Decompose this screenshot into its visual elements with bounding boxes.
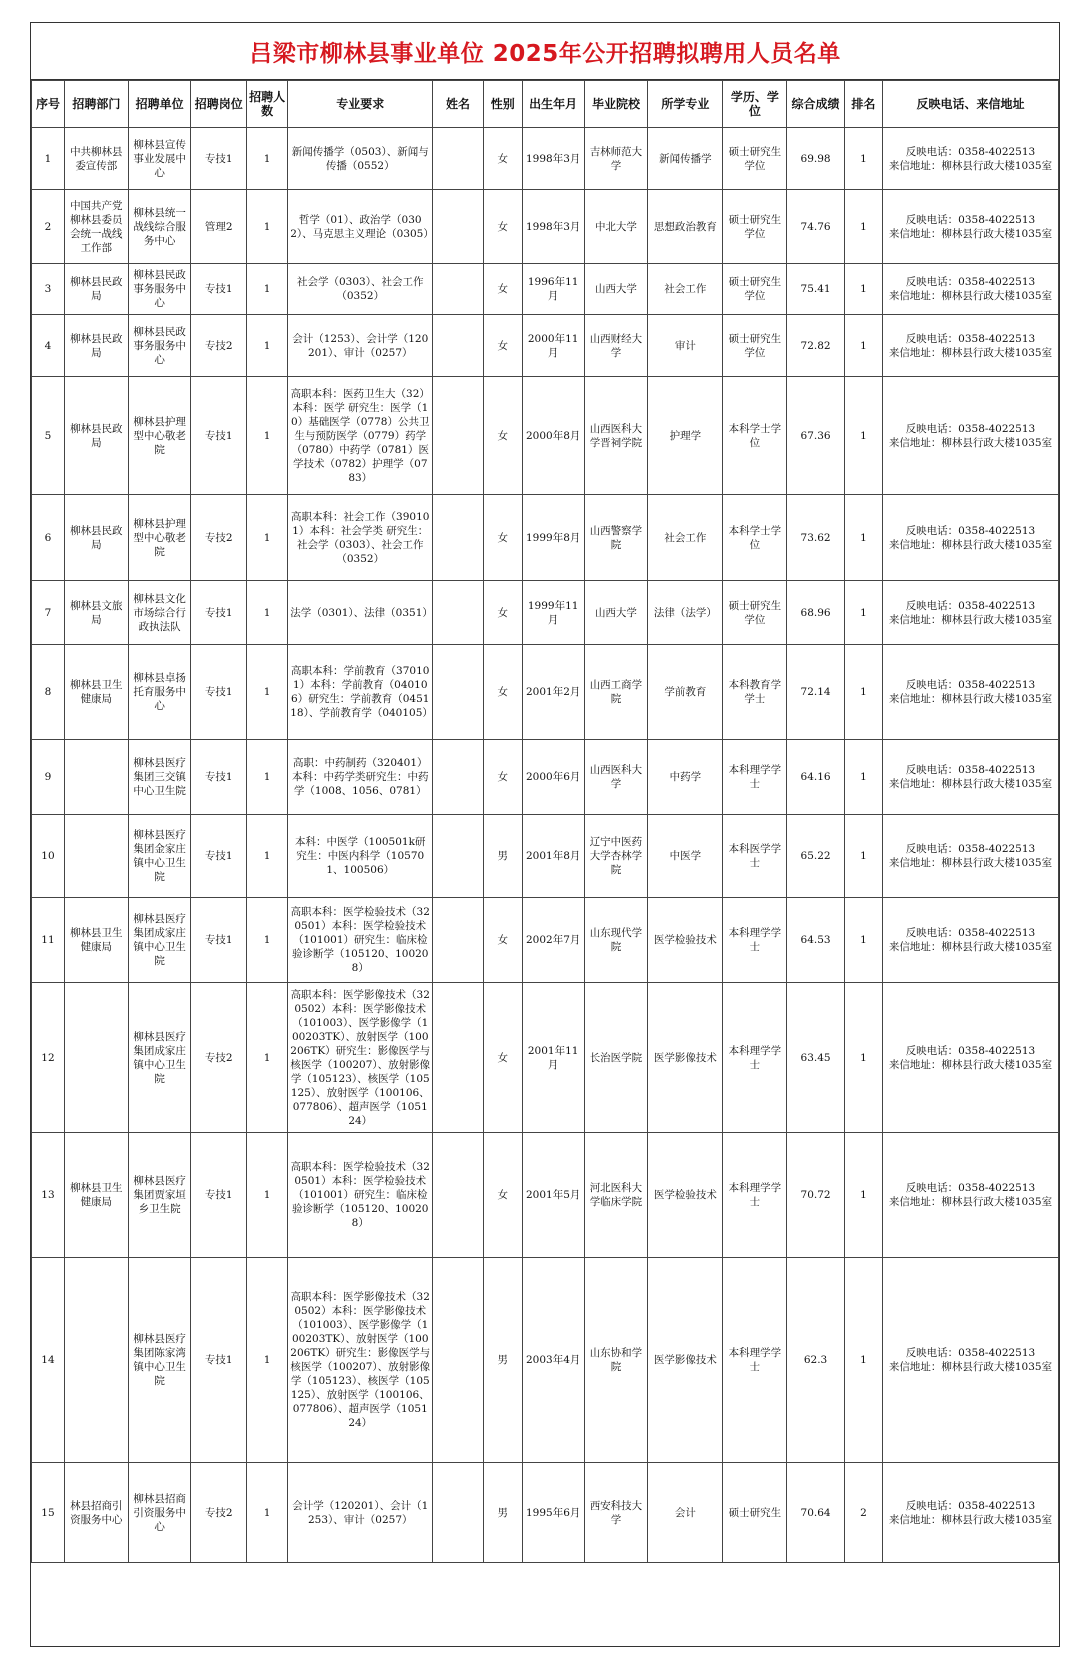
score-cell: 68.96 — [787, 581, 845, 645]
contact-address: 来信地址：柳林县行政大楼1035室 — [888, 538, 1053, 551]
table-row — [32, 128, 1059, 190]
score-cell: 74.76 — [787, 190, 845, 264]
rank-cell: 2 — [844, 1463, 882, 1563]
degree-cell: 本科理学学士 — [723, 898, 787, 983]
unit-cell: 柳林县医疗集团三交镇中心卫生院 — [128, 740, 191, 815]
degree-cell: 本科理学学士 — [723, 1133, 787, 1258]
major-cell: 护理学 — [648, 377, 723, 495]
school-cell: 中北大学 — [584, 190, 648, 264]
name-cell — [433, 898, 483, 983]
gender-cell: 男 — [483, 815, 522, 898]
row-number: 11 — [32, 898, 65, 983]
school-cell: 山西财经大学 — [584, 315, 648, 377]
row-number: 5 — [32, 377, 65, 495]
major-cell: 医学检验技术 — [648, 898, 723, 983]
contact-phone: 反映电话：0358-4022513 — [905, 332, 1036, 345]
col-header-rank: 排名 — [844, 81, 882, 128]
count-cell: 1 — [247, 1258, 288, 1463]
name-cell — [433, 1133, 483, 1258]
dept-cell: 柳林县民政局 — [64, 264, 128, 315]
contact-address: 来信地址：柳林县行政大楼1035室 — [888, 1196, 1053, 1208]
contact-cell — [882, 898, 1058, 983]
gender-cell: 女 — [483, 983, 522, 1133]
row-number: 4 — [32, 315, 65, 377]
table-row — [32, 898, 1059, 983]
requirement-cell: 高职本科：医学检验技术（320501）本科：医学检验技术（101001）研究生：临床检验诊断学（105120、100208） — [288, 898, 433, 983]
score-cell: 72.14 — [787, 645, 845, 740]
major-cell: 新闻传播学 — [648, 128, 723, 190]
header-row — [32, 81, 1059, 128]
post-cell: 专技1 — [191, 264, 247, 315]
count-cell: 1 — [247, 983, 288, 1133]
birth-cell: 1996年11月 — [522, 264, 584, 315]
post-cell: 管理2 — [191, 190, 247, 264]
col-header-school: 毕业院校 — [584, 81, 648, 128]
degree-cell: 本科理学学士 — [723, 740, 787, 815]
requirement-cell: 本科：中医学（100501k研究生：中医内科学（105701、100506） — [288, 815, 433, 898]
score-cell: 64.16 — [787, 740, 845, 815]
gender-cell: 女 — [483, 495, 522, 581]
contact-address: 来信地址：柳林县行政大楼1035室 — [888, 159, 1053, 172]
degree-cell: 本科学士学位 — [723, 495, 787, 581]
contact-cell — [882, 190, 1058, 264]
major-cell: 会计 — [648, 1463, 723, 1563]
score-cell: 65.22 — [787, 815, 845, 898]
degree-cell: 本科医学学士 — [723, 815, 787, 898]
contact-address: 来信地址：柳林县行政大楼1035室 — [888, 778, 1053, 790]
count-cell: 1 — [247, 495, 288, 581]
dept-cell: 柳林县卫生健康局 — [64, 898, 128, 983]
gender-cell: 女 — [483, 898, 522, 983]
post-cell: 专技1 — [191, 128, 247, 190]
gender-cell: 男 — [483, 1258, 522, 1463]
col-header-requirement: 专业要求 — [288, 81, 433, 128]
table-row — [32, 315, 1059, 377]
contact-phone: 反映电话：0358-4022513 — [905, 1347, 1036, 1359]
col-header-name: 姓名 — [433, 81, 483, 128]
post-cell: 专技1 — [191, 645, 247, 740]
dept-cell — [64, 983, 128, 1133]
contact-cell — [882, 264, 1058, 315]
requirement-cell: 高职本科：学前教育（370101）本科：学前教育（040106）研究生：学前教育（045118）、学前教育学（040105） — [288, 645, 433, 740]
gender-cell: 女 — [483, 377, 522, 495]
unit-cell: 柳林县医疗集团金家庄镇中心卫生院 — [128, 815, 191, 898]
count-cell: 1 — [247, 645, 288, 740]
unit-cell: 柳林县统一战线综合服务中心 — [128, 190, 191, 264]
count-cell: 1 — [247, 128, 288, 190]
row-number: 12 — [32, 983, 65, 1133]
contact-phone: 反映电话：0358-4022513 — [905, 843, 1036, 855]
name-cell — [433, 740, 483, 815]
score-cell: 64.53 — [787, 898, 845, 983]
name-cell — [433, 1258, 483, 1463]
major-cell: 社会工作 — [648, 495, 723, 581]
rank-cell: 1 — [844, 1258, 882, 1463]
dept-cell — [64, 1258, 128, 1463]
gender-cell: 女 — [483, 1133, 522, 1258]
row-number: 3 — [32, 264, 65, 315]
contact-address: 来信地址：柳林县行政大楼1035室 — [888, 693, 1053, 705]
requirement-cell: 高职本科：医药卫生大（32）本科：医学 研究生：医学（10）基础医学（0778）公共卫生与预防医学（0779）药学（0780）中药学（0781）医学技术（0782）护理学（0783） — [288, 377, 433, 495]
unit-cell: 柳林县民政事务服务中心 — [128, 315, 191, 377]
col-header-contact: 反映电话、来信地址 — [882, 81, 1058, 128]
name-cell — [433, 581, 483, 645]
count-cell: 1 — [247, 1133, 288, 1258]
major-cell: 学前教育 — [648, 645, 723, 740]
gender-cell: 女 — [483, 128, 522, 190]
birth-cell: 1999年11月 — [522, 581, 584, 645]
table-row — [32, 377, 1059, 495]
birth-cell: 2000年6月 — [522, 740, 584, 815]
degree-cell: 硕士研究生学位 — [723, 128, 787, 190]
unit-cell: 柳林县宣传事业发展中心 — [128, 128, 191, 190]
page-title: 吕梁市柳林县事业单位 2025年公开招聘拟聘用人员名单 — [31, 23, 1059, 80]
col-header-post: 招聘岗位 — [191, 81, 247, 128]
post-cell: 专技2 — [191, 495, 247, 581]
birth-cell: 1998年3月 — [522, 128, 584, 190]
school-cell: 山西大学 — [584, 264, 648, 315]
table-row — [32, 581, 1059, 645]
name-cell — [433, 645, 483, 740]
post-cell: 专技1 — [191, 815, 247, 898]
rank-cell: 1 — [844, 264, 882, 315]
contact-address: 来信地址：柳林县行政大楼1035室 — [888, 857, 1053, 869]
requirement-cell: 高职本科：医学影像技术（320502）本科：医学影像技术（101003）、医学影像学（100203TK）、放射医学（100206TK）研究生：影像医学与核医学（100207）、放射影像学（105123）、核医学（105125）、放射医学（100106、077806）、超声医学（105124） — [288, 1258, 433, 1463]
contact-phone: 反映电话：0358-4022513 — [905, 599, 1036, 612]
requirement-cell: 法学（0301）、法律（0351） — [288, 581, 433, 645]
major-cell: 医学影像技术 — [648, 1258, 723, 1463]
gender-cell: 男 — [483, 1463, 522, 1563]
row-number: 9 — [32, 740, 65, 815]
degree-cell: 本科理学学士 — [723, 1258, 787, 1463]
rank-cell: 1 — [844, 740, 882, 815]
name-cell — [433, 264, 483, 315]
birth-cell: 2002年7月 — [522, 898, 584, 983]
contact-address: 来信地址：柳林县行政大楼1035室 — [888, 227, 1053, 240]
contact-cell — [882, 740, 1058, 815]
post-cell: 专技1 — [191, 377, 247, 495]
gender-cell: 女 — [483, 645, 522, 740]
col-header-gender: 性别 — [483, 81, 522, 128]
rank-cell: 1 — [844, 315, 882, 377]
dept-cell: 柳林县民政局 — [64, 315, 128, 377]
birth-cell: 2003年4月 — [522, 1258, 584, 1463]
unit-cell: 柳林县民政事务服务中心 — [128, 264, 191, 315]
contact-cell — [882, 815, 1058, 898]
major-cell: 中医学 — [648, 815, 723, 898]
major-cell: 思想政治教育 — [648, 190, 723, 264]
post-cell: 专技2 — [191, 315, 247, 377]
rank-cell: 1 — [844, 898, 882, 983]
contact-address: 来信地址：柳林县行政大楼1035室 — [888, 1058, 1053, 1071]
post-cell: 专技1 — [191, 740, 247, 815]
post-cell: 专技1 — [191, 581, 247, 645]
dept-cell: 中国共产党柳林县委员会统一战线工作部 — [64, 190, 128, 264]
major-cell: 审计 — [648, 315, 723, 377]
score-cell: 63.45 — [787, 983, 845, 1133]
unit-cell: 柳林县护理型中心敬老院 — [128, 377, 191, 495]
school-cell: 西安科技大学 — [584, 1463, 648, 1563]
birth-cell: 2001年8月 — [522, 815, 584, 898]
col-header-no: 序号 — [32, 81, 65, 128]
table-row — [32, 190, 1059, 264]
col-header-unit: 招聘单位 — [128, 81, 191, 128]
contact-phone: 反映电话：0358-4022513 — [905, 145, 1036, 158]
gender-cell: 女 — [483, 581, 522, 645]
rank-cell: 1 — [844, 983, 882, 1133]
row-number: 14 — [32, 1258, 65, 1463]
col-header-major: 所学专业 — [648, 81, 723, 128]
school-cell: 河北医科大学临床学院 — [584, 1133, 648, 1258]
name-cell — [433, 495, 483, 581]
degree-cell: 硕士研究生学位 — [723, 264, 787, 315]
birth-cell: 1995年6月 — [522, 1463, 584, 1563]
table-row — [32, 264, 1059, 315]
count-cell: 1 — [247, 898, 288, 983]
row-number: 2 — [32, 190, 65, 264]
contact-address: 来信地址：柳林县行政大楼1035室 — [888, 436, 1053, 449]
contact-phone: 反映电话：0358-4022513 — [905, 1044, 1036, 1057]
contact-address: 来信地址：柳林县行政大楼1035室 — [888, 1513, 1053, 1526]
row-number: 7 — [32, 581, 65, 645]
school-cell: 山西大学 — [584, 581, 648, 645]
contact-cell — [882, 581, 1058, 645]
school-cell: 长治医学院 — [584, 983, 648, 1133]
degree-cell: 本科学士学位 — [723, 377, 787, 495]
unit-cell: 柳林县医疗集团贾家垣乡卫生院 — [128, 1133, 191, 1258]
col-header-dept: 招聘部门 — [64, 81, 128, 128]
dept-cell: 林县招商引资服务中心 — [64, 1463, 128, 1563]
contact-cell — [882, 495, 1058, 581]
rank-cell: 1 — [844, 645, 882, 740]
table-row — [32, 1133, 1059, 1258]
major-cell: 中药学 — [648, 740, 723, 815]
contact-phone: 反映电话：0358-4022513 — [905, 1499, 1036, 1512]
unit-cell: 柳林县医疗集团陈家湾镇中心卫生院 — [128, 1258, 191, 1463]
contact-phone: 反映电话：0358-4022513 — [905, 1182, 1036, 1194]
dept-cell: 柳林县民政局 — [64, 377, 128, 495]
school-cell: 山东现代学院 — [584, 898, 648, 983]
contact-cell — [882, 1463, 1058, 1563]
requirement-cell: 哲学（01）、政治学（0302）、马克思主义理论（0305） — [288, 190, 433, 264]
contact-cell — [882, 1258, 1058, 1463]
unit-cell: 柳林县招商引资服务中心 — [128, 1463, 191, 1563]
contact-phone: 反映电话：0358-4022513 — [905, 679, 1036, 691]
rank-cell: 1 — [844, 190, 882, 264]
requirement-cell: 高职本科：社会工作（390101）本科：社会学类 研究生：社会学（0303）、社会工作（0352） — [288, 495, 433, 581]
post-cell: 专技2 — [191, 1463, 247, 1563]
dept-cell: 柳林县卫生健康局 — [64, 1133, 128, 1258]
post-cell: 专技1 — [191, 1133, 247, 1258]
table-row — [32, 1463, 1059, 1563]
contact-address: 来信地址：柳林县行政大楼1035室 — [888, 1361, 1053, 1373]
contact-cell — [882, 377, 1058, 495]
requirement-cell: 会计（1253）、会计学（120201）、审计（0257） — [288, 315, 433, 377]
rank-cell: 1 — [844, 128, 882, 190]
contact-phone: 反映电话：0358-4022513 — [905, 422, 1036, 435]
table-row — [32, 645, 1059, 740]
school-cell: 山西警察学院 — [584, 495, 648, 581]
dept-cell — [64, 740, 128, 815]
table-body — [32, 128, 1059, 1563]
score-cell: 73.62 — [787, 495, 845, 581]
school-cell: 辽宁中医药大学杏林学院 — [584, 815, 648, 898]
major-cell: 社会工作 — [648, 264, 723, 315]
count-cell: 1 — [247, 1463, 288, 1563]
recruitment-table — [31, 80, 1059, 1563]
table-row — [32, 740, 1059, 815]
rank-cell: 1 — [844, 581, 882, 645]
count-cell: 1 — [247, 815, 288, 898]
degree-cell: 硕士研究生 — [723, 1463, 787, 1563]
degree-cell: 硕士研究生学位 — [723, 315, 787, 377]
degree-cell: 本科教育学学士 — [723, 645, 787, 740]
col-header-birth: 出生年月 — [522, 81, 584, 128]
name-cell — [433, 190, 483, 264]
rank-cell: 1 — [844, 1133, 882, 1258]
count-cell: 1 — [247, 581, 288, 645]
school-cell: 吉林师范大学 — [584, 128, 648, 190]
score-cell: 69.98 — [787, 128, 845, 190]
contact-phone: 反映电话：0358-4022513 — [905, 276, 1036, 288]
name-cell — [433, 315, 483, 377]
contact-cell — [882, 983, 1058, 1133]
score-cell: 70.72 — [787, 1133, 845, 1258]
col-header-count: 招聘人数 — [247, 81, 288, 128]
unit-cell: 柳林县护理型中心敬老院 — [128, 495, 191, 581]
contact-address: 来信地址：柳林县行政大楼1035室 — [888, 346, 1053, 359]
col-header-degree: 学历、学位 — [723, 81, 787, 128]
requirement-cell: 高职本科：医学检验技术（320501）本科：医学检验技术（101001）研究生：临床检验诊断学（105120、100208） — [288, 1133, 433, 1258]
school-cell: 山东协和学院 — [584, 1258, 648, 1463]
score-cell: 75.41 — [787, 264, 845, 315]
post-cell: 专技1 — [191, 898, 247, 983]
rank-cell: 1 — [844, 815, 882, 898]
degree-cell: 本科理学学士 — [723, 983, 787, 1133]
requirement-cell: 高职：中药制药（320401）本科：中药学类研究生：中药学（1008、1056、0781） — [288, 740, 433, 815]
degree-cell: 硕士研究生学位 — [723, 190, 787, 264]
count-cell: 1 — [247, 264, 288, 315]
count-cell: 1 — [247, 315, 288, 377]
row-number: 6 — [32, 495, 65, 581]
count-cell: 1 — [247, 377, 288, 495]
document-sheet — [30, 22, 1060, 1647]
degree-cell: 硕士研究生学位 — [723, 581, 787, 645]
contact-cell — [882, 645, 1058, 740]
score-cell: 70.64 — [787, 1463, 845, 1563]
birth-cell: 1998年3月 — [522, 190, 584, 264]
row-number: 8 — [32, 645, 65, 740]
dept-cell: 中共柳林县委宣传部 — [64, 128, 128, 190]
rank-cell: 1 — [844, 495, 882, 581]
dept-cell — [64, 815, 128, 898]
score-cell: 62.3 — [787, 1258, 845, 1463]
contact-cell — [882, 128, 1058, 190]
table-row — [32, 815, 1059, 898]
contact-cell — [882, 1133, 1058, 1258]
rank-cell: 1 — [844, 377, 882, 495]
name-cell — [433, 377, 483, 495]
birth-cell: 2001年5月 — [522, 1133, 584, 1258]
name-cell — [433, 983, 483, 1133]
contact-phone: 反映电话：0358-4022513 — [905, 927, 1036, 939]
birth-cell: 2001年11月 — [522, 983, 584, 1133]
count-cell: 1 — [247, 740, 288, 815]
name-cell — [433, 128, 483, 190]
birth-cell: 2001年2月 — [522, 645, 584, 740]
school-cell: 山西工商学院 — [584, 645, 648, 740]
name-cell — [433, 1463, 483, 1563]
contact-address: 来信地址：柳林县行政大楼1035室 — [888, 941, 1053, 953]
contact-phone: 反映电话：0358-4022513 — [905, 213, 1036, 226]
gender-cell: 女 — [483, 740, 522, 815]
score-cell: 67.36 — [787, 377, 845, 495]
school-cell: 山西医科大学晋祠学院 — [584, 377, 648, 495]
table-row — [32, 983, 1059, 1133]
dept-cell: 柳林县卫生健康局 — [64, 645, 128, 740]
major-cell: 医学检验技术 — [648, 1133, 723, 1258]
contact-address: 来信地址：柳林县行政大楼1035室 — [888, 290, 1053, 302]
requirement-cell: 社会学（0303）、社会工作（0352） — [288, 264, 433, 315]
birth-cell: 1999年8月 — [522, 495, 584, 581]
post-cell: 专技1 — [191, 1258, 247, 1463]
row-number: 1 — [32, 128, 65, 190]
row-number: 15 — [32, 1463, 65, 1563]
gender-cell: 女 — [483, 315, 522, 377]
dept-cell: 柳林县民政局 — [64, 495, 128, 581]
score-cell: 72.82 — [787, 315, 845, 377]
contact-address: 来信地址：柳林县行政大楼1035室 — [888, 613, 1053, 626]
requirement-cell: 会计学（120201）、会计（1253）、审计（0257） — [288, 1463, 433, 1563]
post-cell: 专技2 — [191, 983, 247, 1133]
school-cell: 山西医科大学 — [584, 740, 648, 815]
unit-cell: 柳林县医疗集团成家庄镇中心卫生院 — [128, 983, 191, 1133]
row-number: 13 — [32, 1133, 65, 1258]
birth-cell: 2000年11月 — [522, 315, 584, 377]
count-cell: 1 — [247, 190, 288, 264]
contact-cell — [882, 315, 1058, 377]
unit-cell: 柳林县医疗集团成家庄镇中心卫生院 — [128, 898, 191, 983]
unit-cell: 柳林县文化市场综合行政执法队 — [128, 581, 191, 645]
major-cell: 法律（法学） — [648, 581, 723, 645]
gender-cell: 女 — [483, 190, 522, 264]
dept-cell: 柳林县文旅局 — [64, 581, 128, 645]
birth-cell: 2000年8月 — [522, 377, 584, 495]
contact-phone: 反映电话：0358-4022513 — [905, 764, 1036, 776]
gender-cell: 女 — [483, 264, 522, 315]
unit-cell: 柳林县卓扬托育服务中心 — [128, 645, 191, 740]
name-cell — [433, 815, 483, 898]
major-cell: 医学影像技术 — [648, 983, 723, 1133]
col-header-score: 综合成绩 — [787, 81, 845, 128]
requirement-cell: 高职本科：医学影像技术（320502）本科：医学影像技术（101003）、医学影像学（100203TK）、放射医学（100206TK）研究生：影像医学与核医学（100207）、放射影像学（105123）、核医学（105125）、放射医学（100106、077806）、超声医学（105124） — [288, 983, 433, 1133]
row-number: 10 — [32, 815, 65, 898]
table-row — [32, 1258, 1059, 1463]
requirement-cell: 新闻传播学（0503）、新闻与传播（0552） — [288, 128, 433, 190]
table-row — [32, 495, 1059, 581]
contact-phone: 反映电话：0358-4022513 — [905, 524, 1036, 537]
